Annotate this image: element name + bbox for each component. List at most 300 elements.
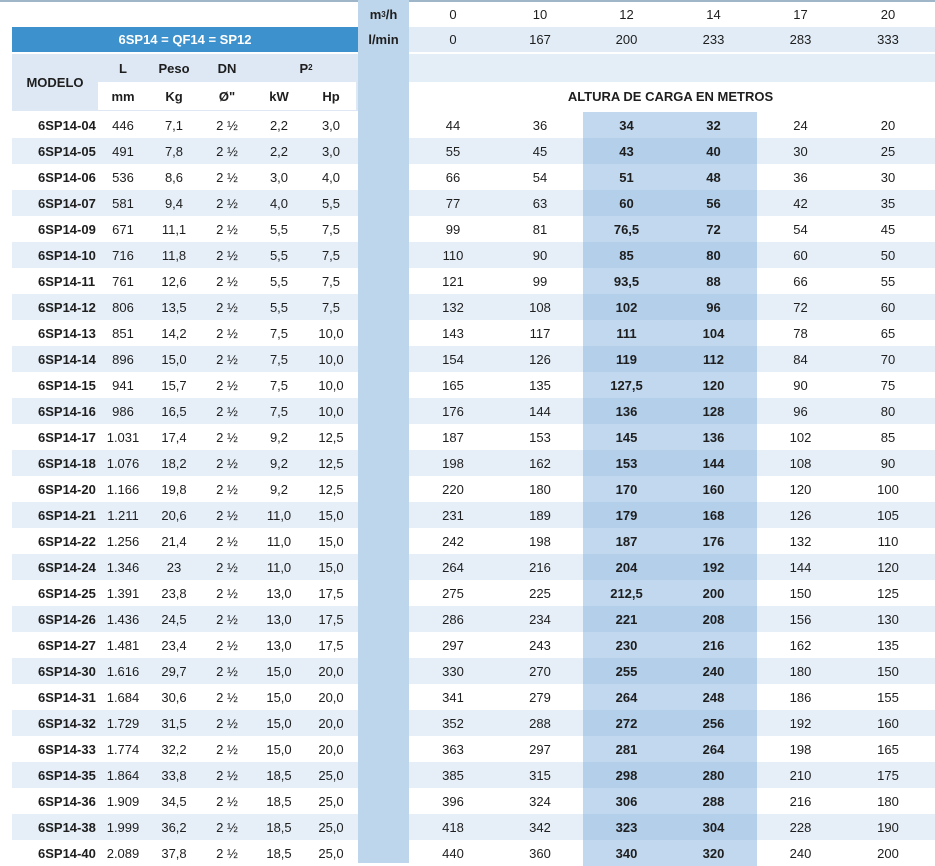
cell-weight-kg: 12,6: [161, 273, 187, 289]
cell-head-value: 77: [445, 195, 461, 211]
cell-weight-kg: 29,7: [161, 663, 187, 679]
col-header-peso: Peso: [158, 60, 190, 76]
cell-head-value: 264: [702, 741, 725, 757]
cell-power-hp: 15,0: [318, 533, 344, 549]
cell-weight-kg: 7,8: [164, 143, 184, 159]
cell-head-value: 44: [445, 117, 461, 133]
cell-head-value: 125: [877, 585, 899, 601]
cell-head-value: 30: [793, 143, 808, 159]
cell-head-value: 153: [615, 455, 638, 471]
cell-weight-kg: 18,2: [161, 455, 187, 471]
cell-weight-kg: 23: [166, 559, 182, 575]
flow-lmin-value: 0: [449, 32, 457, 47]
cell-head-value: 90: [793, 377, 808, 393]
cell-head-value: 120: [702, 377, 725, 393]
cell-length-mm: 446: [112, 117, 134, 133]
cell-head-value: 231: [442, 507, 464, 523]
cell-power-hp: 7,5: [321, 247, 341, 263]
cell-head-value: 42: [793, 195, 808, 211]
cell-length-mm: 581: [112, 195, 134, 211]
cell-dn: 2 ½: [216, 403, 238, 419]
cell-power-kw: 11,0: [266, 533, 292, 549]
cell-power-hp: 3,0: [321, 143, 341, 159]
cell-head-value: 341: [442, 689, 464, 705]
cell-length-mm: 1.999: [106, 819, 140, 835]
cell-power-hp: 10,0: [318, 403, 344, 419]
cell-power-hp: 20,0: [318, 741, 344, 757]
cell-head-value: 192: [702, 559, 725, 575]
cell-head-value: 298: [615, 767, 638, 783]
cell-head-value: 66: [445, 169, 461, 185]
cell-head-value: 190: [877, 819, 899, 835]
cell-head-value: 418: [442, 819, 464, 835]
cell-modelo: 6SP14-36: [38, 793, 96, 809]
cell-power-hp: 10,0: [318, 351, 344, 367]
cell-head-value: 85: [880, 429, 896, 445]
cell-head-value: 100: [877, 481, 899, 497]
cell-modelo: 6SP14-21: [38, 507, 96, 523]
cell-power-kw: 9,2: [269, 429, 289, 445]
cell-modelo: 6SP14-33: [38, 741, 96, 757]
cell-length-mm: 671: [112, 221, 134, 237]
cell-dn: 2 ½: [216, 117, 238, 133]
cell-head-value: 189: [529, 507, 551, 523]
cell-modelo: 6SP14-32: [38, 715, 96, 731]
cell-weight-kg: 31,5: [161, 715, 187, 731]
cell-power-kw: 18,5: [266, 819, 292, 835]
cell-head-value: 130: [877, 611, 899, 627]
cell-power-hp: 17,5: [318, 585, 344, 601]
cell-length-mm: 941: [112, 377, 134, 393]
flow-unit-m3h: m 3 /h: [369, 7, 398, 22]
unit-header-kg: Kg: [165, 88, 183, 104]
cell-head-value: 65: [880, 325, 896, 341]
cell-power-kw: 7,5: [269, 403, 289, 419]
cell-power-kw: 7,5: [269, 377, 289, 393]
cell-head-value: 198: [529, 533, 551, 549]
cell-head-value: 280: [702, 767, 725, 783]
cell-modelo: 6SP14-31: [38, 689, 96, 705]
cell-head-value: 230: [615, 637, 638, 653]
cell-head-value: 144: [529, 403, 551, 419]
cell-dn: 2 ½: [216, 455, 238, 471]
cell-head-value: 85: [619, 247, 634, 263]
cell-power-hp: 20,0: [318, 715, 344, 731]
cell-length-mm: 1.211: [107, 507, 139, 523]
table-title: 6SP14 = QF14 = SP12: [12, 27, 358, 52]
cell-head-value: 132: [442, 299, 464, 315]
cell-head-value: 56: [706, 195, 721, 211]
cell-head-value: 160: [877, 715, 899, 731]
cell-weight-kg: 30,6: [161, 689, 187, 705]
cell-length-mm: 1.076: [106, 455, 140, 471]
cell-power-hp: 20,0: [318, 689, 344, 705]
cell-head-value: 150: [877, 663, 899, 679]
cell-head-value: 240: [702, 663, 725, 679]
flow-lmin-value: 200: [615, 32, 638, 47]
cell-modelo: 6SP14-16: [38, 403, 96, 419]
cell-power-hp: 7,5: [321, 299, 341, 315]
cell-modelo: 6SP14-14: [38, 351, 96, 367]
cell-head-value: 240: [789, 845, 812, 861]
cell-power-hp: 12,5: [318, 455, 344, 471]
cell-power-kw: 5,5: [269, 221, 289, 237]
cell-head-value: 363: [442, 741, 464, 757]
cell-dn: 2 ½: [216, 793, 238, 809]
cell-modelo: 6SP14-26: [38, 611, 96, 627]
cell-weight-kg: 21,4: [161, 533, 187, 549]
cell-head-value: 55: [880, 273, 896, 289]
cell-power-kw: 5,5: [269, 273, 289, 289]
cell-dn: 2 ½: [216, 429, 238, 445]
cell-head-value: 55: [445, 143, 461, 159]
cell-head-value: 155: [877, 689, 899, 705]
cell-head-value: 20: [880, 117, 896, 133]
cell-modelo: 6SP14-22: [38, 533, 96, 549]
cell-head-value: 70: [880, 351, 896, 367]
cell-modelo: 6SP14-10: [38, 247, 96, 263]
cell-head-value: 330: [442, 663, 464, 679]
cell-head-value: 228: [789, 819, 812, 835]
cell-head-value: 275: [442, 585, 464, 601]
cell-head-value: 150: [789, 585, 812, 601]
cell-head-value: 306: [615, 793, 638, 809]
cell-modelo: 6SP14-06: [38, 169, 96, 185]
cell-length-mm: 1.909: [106, 793, 140, 809]
cell-modelo: 6SP14-09: [38, 221, 96, 237]
cell-head-value: 45: [532, 143, 548, 159]
cell-head-value: 342: [529, 819, 551, 835]
cell-weight-kg: 8,6: [164, 169, 184, 185]
cell-weight-kg: 36,2: [161, 819, 187, 835]
cell-head-value: 34: [619, 117, 634, 133]
cell-modelo: 6SP14-11: [38, 273, 96, 289]
cell-head-value: 440: [442, 845, 464, 861]
head-strip: [409, 54, 935, 82]
cell-head-value: 234: [529, 611, 551, 627]
cell-head-value: 340: [615, 845, 638, 861]
cell-dn: 2 ½: [216, 481, 238, 497]
cell-weight-kg: 34,5: [161, 793, 187, 809]
cell-head-value: 279: [529, 689, 551, 705]
cell-power-kw: 2,2: [269, 143, 289, 159]
flow-lmin-value: 167: [529, 32, 551, 47]
cell-weight-kg: 20,6: [161, 507, 187, 523]
cell-power-kw: 13,0: [266, 585, 292, 601]
unit-header-mm: mm: [111, 88, 135, 104]
cell-power-hp: 15,0: [318, 507, 344, 523]
cell-weight-kg: 16,5: [161, 403, 187, 419]
cell-head-value: 180: [789, 663, 812, 679]
col-header-modelo: MODELO: [26, 75, 84, 90]
col-header-p2: P 2: [299, 60, 313, 76]
cell-head-value: 105: [877, 507, 899, 523]
cell-power-kw: 9,2: [269, 455, 289, 471]
cell-power-hp: 17,5: [318, 637, 344, 653]
cell-length-mm: 761: [112, 273, 134, 289]
cell-head-value: 208: [702, 611, 725, 627]
cell-power-hp: 15,0: [318, 559, 344, 575]
cell-head-value: 60: [793, 247, 808, 263]
cell-head-value: 256: [702, 715, 725, 731]
cell-head-value: 160: [702, 481, 725, 497]
cell-head-value: 120: [789, 481, 812, 497]
cell-head-value: 111: [616, 325, 637, 341]
cell-modelo: 6SP14-24: [38, 559, 96, 575]
cell-power-hp: 10,0: [318, 325, 344, 341]
cell-power-kw: 15,0: [266, 663, 292, 679]
cell-power-kw: 7,5: [269, 325, 289, 341]
cell-head-value: 144: [789, 559, 812, 575]
flow-lmin-value: 233: [702, 32, 725, 47]
cell-weight-kg: 19,8: [161, 481, 187, 497]
cell-head-value: 323: [615, 819, 638, 835]
cell-power-hp: 20,0: [318, 663, 344, 679]
flow-m3h-value: 0: [449, 7, 457, 22]
cell-head-value: 170: [615, 481, 638, 497]
cell-head-value: 315: [529, 767, 551, 783]
cell-head-value: 187: [615, 533, 638, 549]
col-header-dn: DN: [217, 60, 237, 76]
cell-weight-kg: 32,2: [161, 741, 187, 757]
cell-power-kw: 15,0: [266, 689, 292, 705]
cell-power-hp: 25,0: [318, 845, 344, 861]
cell-head-value: 192: [789, 715, 812, 731]
cell-modelo: 6SP14-13: [38, 325, 96, 341]
cell-head-value: 110: [877, 533, 899, 549]
cell-dn: 2 ½: [216, 741, 238, 757]
cell-head-value: 187: [442, 429, 464, 445]
cell-modelo: 6SP14-07: [38, 195, 96, 211]
cell-head-value: 175: [877, 767, 899, 783]
cell-head-value: 112: [703, 351, 724, 367]
cell-power-kw: 18,5: [266, 793, 292, 809]
cell-power-hp: 7,5: [321, 221, 341, 237]
cell-weight-kg: 11,8: [161, 247, 187, 263]
cell-head-value: 204: [615, 559, 638, 575]
cell-modelo: 6SP14-15: [38, 377, 96, 393]
cell-length-mm: 1.391: [106, 585, 140, 601]
cell-power-hp: 5,5: [321, 195, 341, 211]
flow-unit-lmin: l/min: [368, 32, 399, 47]
cell-power-hp: 25,0: [318, 819, 344, 835]
cell-dn: 2 ½: [216, 169, 238, 185]
cell-head-value: 288: [702, 793, 725, 809]
cell-power-kw: 4,0: [269, 195, 289, 211]
cell-length-mm: 491: [112, 143, 134, 159]
flow-lmin-value: 333: [877, 32, 899, 47]
cell-head-value: 93,5: [613, 273, 640, 289]
unit-header-hp: Hp: [322, 88, 340, 104]
cell-head-value: 45: [880, 221, 896, 237]
cell-head-value: 143: [442, 325, 464, 341]
cell-weight-kg: 23,8: [161, 585, 187, 601]
cell-head-value: 50: [880, 247, 896, 263]
cell-power-kw: 13,0: [266, 637, 292, 653]
cell-modelo: 6SP14-12: [38, 299, 96, 315]
cell-weight-kg: 9,4: [164, 195, 184, 211]
cell-power-kw: 11,0: [266, 507, 292, 523]
cell-head-value: 104: [702, 325, 725, 341]
cell-head-value: 216: [789, 793, 812, 809]
cell-dn: 2 ½: [216, 689, 238, 705]
cell-head-value: 78: [793, 325, 808, 341]
flow-m3h-value: 20: [880, 7, 896, 22]
cell-length-mm: 1.481: [106, 637, 140, 653]
cell-head-value: 72: [793, 299, 808, 315]
cell-head-value: 136: [615, 403, 638, 419]
cell-head-value: 25: [880, 143, 896, 159]
cell-head-value: 36: [532, 117, 548, 133]
flow-lmin-value: 283: [789, 32, 812, 47]
cell-head-value: 81: [532, 221, 548, 237]
cell-weight-kg: 15,7: [161, 377, 187, 393]
cell-length-mm: 1.166: [106, 481, 140, 497]
cell-head-value: 220: [442, 481, 464, 497]
cell-head-value: 108: [789, 455, 812, 471]
cell-power-hp: 7,5: [321, 273, 341, 289]
cell-head-value: 24: [793, 117, 808, 133]
cell-head-value: 90: [880, 455, 896, 471]
cell-length-mm: 1.031: [106, 429, 140, 445]
cell-head-value: 60: [880, 299, 896, 315]
cell-length-mm: 1.684: [106, 689, 140, 705]
cell-head-value: 80: [880, 403, 896, 419]
cell-head-value: 286: [442, 611, 464, 627]
cell-head-value: 76,5: [613, 221, 640, 237]
cell-power-kw: 15,0: [266, 715, 292, 731]
cell-weight-kg: 24,5: [161, 611, 187, 627]
cell-power-kw: 2,2: [269, 117, 289, 133]
cell-dn: 2 ½: [216, 351, 238, 367]
cell-power-hp: 12,5: [318, 429, 344, 445]
cell-head-value: 272: [615, 715, 638, 731]
cell-head-value: 43: [619, 143, 634, 159]
cell-head-value: 242: [442, 533, 464, 549]
cell-length-mm: 806: [112, 299, 134, 315]
cell-head-value: 162: [529, 455, 551, 471]
cell-head-value: 128: [702, 403, 725, 419]
cell-power-hp: 4,0: [321, 169, 341, 185]
cell-head-value: 32: [706, 117, 721, 133]
cell-dn: 2 ½: [216, 611, 238, 627]
unit-header-diameter: Ø": [218, 88, 236, 104]
cell-head-value: 243: [529, 637, 551, 653]
cell-head-value: 48: [706, 169, 721, 185]
cell-dn: 2 ½: [216, 325, 238, 341]
cell-head-value: 264: [442, 559, 464, 575]
cell-head-value: 385: [442, 767, 464, 783]
cell-dn: 2 ½: [216, 585, 238, 601]
cell-head-value: 352: [442, 715, 464, 731]
cell-dn: 2 ½: [216, 221, 238, 237]
cell-length-mm: 986: [112, 403, 134, 419]
cell-length-mm: 1.436: [106, 611, 140, 627]
cell-weight-kg: 15,0: [161, 351, 187, 367]
cell-head-value: 121: [442, 273, 464, 289]
cell-head-value: 216: [702, 637, 725, 653]
cell-head-value: 198: [789, 741, 812, 757]
cell-head-value: 320: [702, 845, 725, 861]
cell-power-kw: 5,5: [269, 299, 289, 315]
cell-modelo: 6SP14-27: [38, 637, 96, 653]
cell-dn: 2 ½: [216, 273, 238, 289]
cell-head-value: 264: [615, 689, 638, 705]
cell-head-value: 186: [789, 689, 812, 705]
cell-power-kw: 18,5: [266, 845, 292, 861]
cell-modelo: 6SP14-04: [38, 117, 96, 133]
cell-head-value: 120: [877, 559, 899, 575]
cell-length-mm: 1.864: [106, 767, 140, 783]
cell-head-value: 51: [619, 169, 634, 185]
cell-weight-kg: 33,8: [161, 767, 187, 783]
cell-modelo: 6SP14-18: [38, 455, 96, 471]
cell-length-mm: 1.616: [106, 663, 140, 679]
unit-header-kw: kW: [269, 88, 289, 104]
cell-head-value: 281: [615, 741, 638, 757]
cell-head-value: 145: [615, 429, 638, 445]
cell-head-value: 162: [789, 637, 812, 653]
cell-head-value: 156: [789, 611, 812, 627]
cell-weight-kg: 37,8: [161, 845, 187, 861]
cell-power-hp: 25,0: [318, 793, 344, 809]
cell-power-kw: 3,0: [269, 169, 289, 185]
cell-modelo: 6SP14-25: [38, 585, 96, 601]
cell-length-mm: 1.774: [106, 741, 140, 757]
cell-head-value: 35: [880, 195, 896, 211]
cell-head-value: 136: [702, 429, 725, 445]
cell-head-value: 176: [702, 533, 725, 549]
cell-power-kw: 7,5: [269, 351, 289, 367]
cell-power-hp: 10,0: [318, 377, 344, 393]
cell-head-value: 324: [529, 793, 551, 809]
flow-m3h-value: 17: [793, 7, 808, 22]
cell-power-kw: 5,5: [269, 247, 289, 263]
cell-weight-kg: 7,1: [164, 117, 184, 133]
cell-head-value: 84: [793, 351, 808, 367]
cell-power-hp: 17,5: [318, 611, 344, 627]
cell-weight-kg: 23,4: [161, 637, 187, 653]
cell-head-value: 54: [532, 169, 548, 185]
cell-head-value: 108: [529, 299, 551, 315]
cell-power-kw: 9,2: [269, 481, 289, 497]
cell-head-value: 102: [615, 299, 638, 315]
cell-head-value: 60: [619, 195, 634, 211]
cell-head-value: 179: [615, 507, 638, 523]
cell-dn: 2 ½: [216, 533, 238, 549]
flow-m3h-value: 14: [706, 7, 721, 22]
cell-length-mm: 1.256: [106, 533, 140, 549]
cell-length-mm: 536: [112, 169, 134, 185]
cell-dn: 2 ½: [216, 143, 238, 159]
cell-head-value: 110: [442, 247, 464, 263]
cell-head-value: 200: [877, 845, 899, 861]
head-title: ALTURA DE CARGA EN METROS: [411, 82, 930, 110]
cell-dn: 2 ½: [216, 195, 238, 211]
cell-power-kw: 11,0: [266, 559, 292, 575]
cell-dn: 2 ½: [216, 637, 238, 653]
cell-weight-kg: 13,5: [161, 299, 187, 315]
cell-head-value: 119: [616, 351, 637, 367]
cell-head-value: 165: [442, 377, 464, 393]
cell-head-value: 99: [532, 273, 548, 289]
cell-head-value: 88: [706, 273, 721, 289]
cell-weight-kg: 17,4: [161, 429, 187, 445]
cell-dn: 2 ½: [216, 507, 238, 523]
cell-head-value: 153: [529, 429, 551, 445]
cell-head-value: 255: [615, 663, 638, 679]
cell-head-value: 90: [532, 247, 548, 263]
